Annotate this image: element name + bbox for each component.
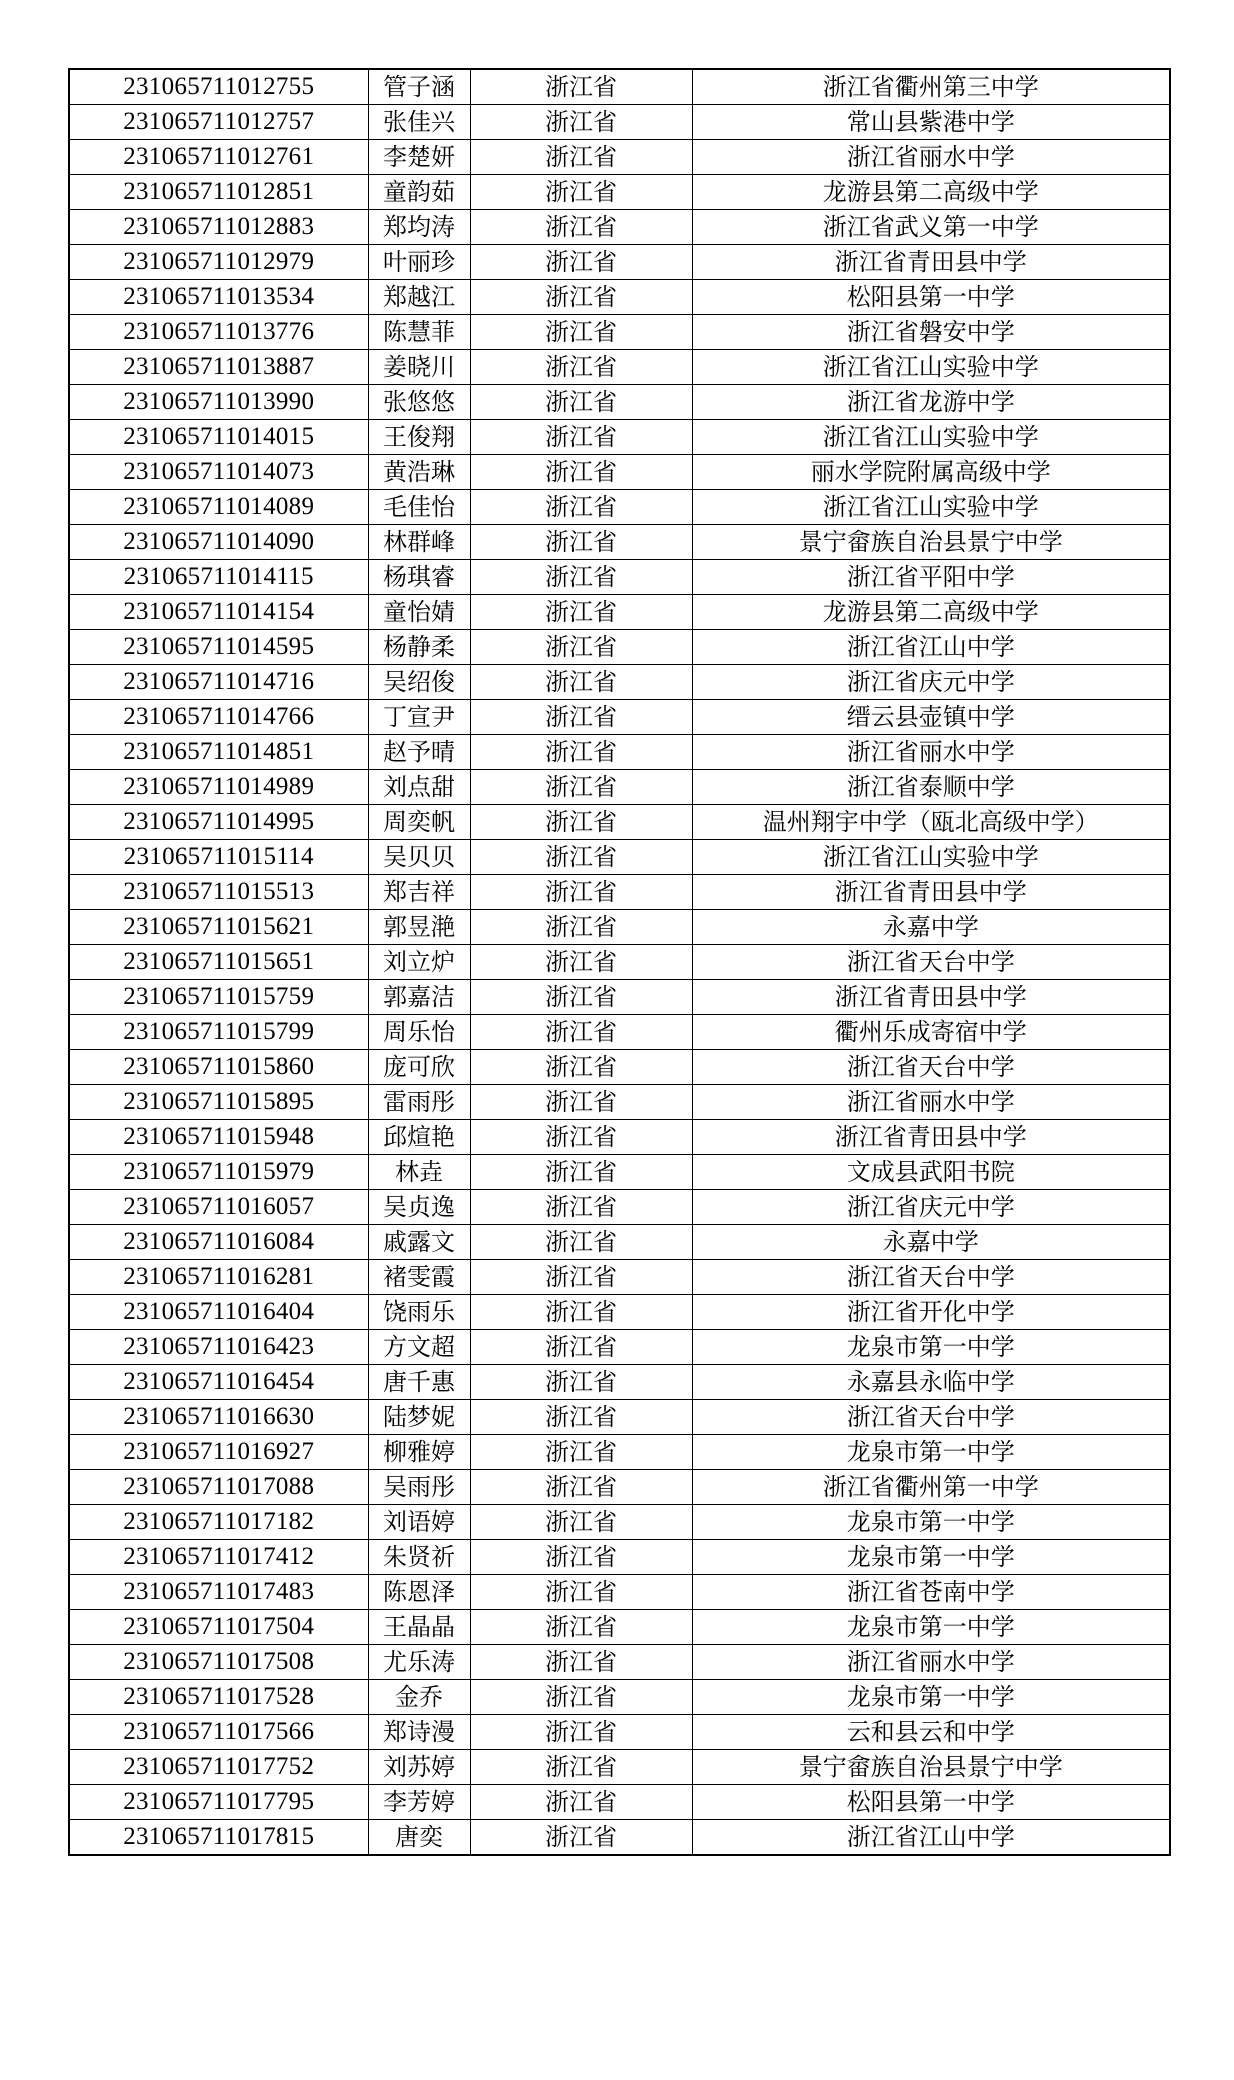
student-name-cell: 唐千惠 xyxy=(368,1365,470,1400)
school-cell: 永嘉中学 xyxy=(692,1225,1170,1260)
province-cell: 浙江省 xyxy=(470,350,692,385)
student-name-cell: 管子涵 xyxy=(368,69,470,105)
table-row xyxy=(69,1120,1170,1155)
table-row xyxy=(69,1225,1170,1260)
school-cell: 云和县云和中学 xyxy=(692,1715,1170,1750)
table-row xyxy=(69,1645,1170,1680)
school-cell: 浙江省江山中学 xyxy=(692,630,1170,665)
school-cell: 浙江省天台中学 xyxy=(692,1400,1170,1435)
candidate-id-cell: 231065711016423 xyxy=(69,1330,368,1365)
province-cell: 浙江省 xyxy=(470,1750,692,1785)
candidate-id-cell: 231065711014716 xyxy=(69,665,368,700)
province-cell: 浙江省 xyxy=(470,1365,692,1400)
candidate-id-cell: 231065711014089 xyxy=(69,490,368,525)
school-cell: 浙江省龙游中学 xyxy=(692,385,1170,420)
candidate-id-cell: 231065711017483 xyxy=(69,1575,368,1610)
school-cell: 景宁畲族自治县景宁中学 xyxy=(692,1750,1170,1785)
table-row xyxy=(69,490,1170,525)
school-cell: 景宁畲族自治县景宁中学 xyxy=(692,525,1170,560)
province-cell: 浙江省 xyxy=(470,560,692,595)
candidate-id-cell: 231065711012851 xyxy=(69,175,368,210)
candidate-id-cell: 231065711013776 xyxy=(69,315,368,350)
province-cell: 浙江省 xyxy=(470,525,692,560)
candidate-id-cell: 231065711015948 xyxy=(69,1120,368,1155)
student-name-cell: 吴雨彤 xyxy=(368,1470,470,1505)
school-cell: 浙江省江山中学 xyxy=(692,1820,1170,1856)
school-cell: 浙江省庆元中学 xyxy=(692,1190,1170,1225)
table-row xyxy=(69,1085,1170,1120)
table-row xyxy=(69,770,1170,805)
school-cell: 浙江省丽水中学 xyxy=(692,1645,1170,1680)
school-cell: 永嘉县永临中学 xyxy=(692,1365,1170,1400)
candidate-id-cell: 231065711014115 xyxy=(69,560,368,595)
candidate-id-cell: 231065711015114 xyxy=(69,840,368,875)
province-cell: 浙江省 xyxy=(470,455,692,490)
candidate-id-cell: 231065711013990 xyxy=(69,385,368,420)
school-cell: 浙江省青田县中学 xyxy=(692,245,1170,280)
table-row xyxy=(69,805,1170,840)
student-name-cell: 毛佳怡 xyxy=(368,490,470,525)
student-name-cell: 吴贞逸 xyxy=(368,1190,470,1225)
province-cell: 浙江省 xyxy=(470,1050,692,1085)
student-name-cell: 郑吉祥 xyxy=(368,875,470,910)
table-row xyxy=(69,105,1170,140)
candidate-id-cell: 231065711017088 xyxy=(69,1470,368,1505)
table-row xyxy=(69,69,1170,105)
province-cell: 浙江省 xyxy=(470,1190,692,1225)
province-cell: 浙江省 xyxy=(470,1155,692,1190)
province-cell: 浙江省 xyxy=(470,1435,692,1470)
table-row xyxy=(69,735,1170,770)
table-row xyxy=(69,980,1170,1015)
school-cell: 浙江省丽水中学 xyxy=(692,140,1170,175)
province-cell: 浙江省 xyxy=(470,1330,692,1365)
school-cell: 浙江省开化中学 xyxy=(692,1295,1170,1330)
table-row xyxy=(69,665,1170,700)
candidate-id-cell: 231065711012761 xyxy=(69,140,368,175)
school-cell: 浙江省衢州第一中学 xyxy=(692,1470,1170,1505)
candidate-id-cell: 231065711015979 xyxy=(69,1155,368,1190)
province-cell: 浙江省 xyxy=(470,245,692,280)
candidate-id-cell: 231065711017528 xyxy=(69,1680,368,1715)
student-name-cell: 王俊翔 xyxy=(368,420,470,455)
province-cell: 浙江省 xyxy=(470,1260,692,1295)
table-row xyxy=(69,1155,1170,1190)
school-cell: 浙江省天台中学 xyxy=(692,1260,1170,1295)
table-row xyxy=(69,1820,1170,1856)
candidate-id-cell: 231065711016057 xyxy=(69,1190,368,1225)
school-cell: 浙江省青田县中学 xyxy=(692,980,1170,1015)
table-body xyxy=(69,69,1170,1855)
table-row xyxy=(69,840,1170,875)
school-cell: 龙泉市第一中学 xyxy=(692,1330,1170,1365)
province-cell: 浙江省 xyxy=(470,1785,692,1820)
province-cell: 浙江省 xyxy=(470,1610,692,1645)
student-name-cell: 周奕帆 xyxy=(368,805,470,840)
school-cell: 浙江省平阳中学 xyxy=(692,560,1170,595)
student-name-cell: 叶丽珍 xyxy=(368,245,470,280)
candidate-id-cell: 231065711014090 xyxy=(69,525,368,560)
school-cell: 浙江省江山实验中学 xyxy=(692,420,1170,455)
table-row xyxy=(69,1400,1170,1435)
student-name-cell: 饶雨乐 xyxy=(368,1295,470,1330)
student-name-cell: 郭昱滟 xyxy=(368,910,470,945)
student-name-cell: 柳雅婷 xyxy=(368,1435,470,1470)
student-name-cell: 周乐怡 xyxy=(368,1015,470,1050)
table-row xyxy=(69,1505,1170,1540)
province-cell: 浙江省 xyxy=(470,69,692,105)
table-row xyxy=(69,385,1170,420)
student-name-cell: 尤乐涛 xyxy=(368,1645,470,1680)
candidate-id-cell: 231065711014154 xyxy=(69,595,368,630)
table-row xyxy=(69,315,1170,350)
school-cell: 浙江省江山实验中学 xyxy=(692,350,1170,385)
school-cell: 浙江省青田县中学 xyxy=(692,1120,1170,1155)
student-name-cell: 童怡婧 xyxy=(368,595,470,630)
student-name-cell: 朱贤祈 xyxy=(368,1540,470,1575)
table-row xyxy=(69,700,1170,735)
province-cell: 浙江省 xyxy=(470,805,692,840)
student-name-cell: 吴绍俊 xyxy=(368,665,470,700)
candidate-id-cell: 231065711017504 xyxy=(69,1610,368,1645)
candidate-id-cell: 231065711017752 xyxy=(69,1750,368,1785)
candidate-id-cell: 231065711015513 xyxy=(69,875,368,910)
school-cell: 浙江省衢州第三中学 xyxy=(692,69,1170,105)
table-row xyxy=(69,140,1170,175)
candidate-id-cell: 231065711017412 xyxy=(69,1540,368,1575)
province-cell: 浙江省 xyxy=(470,140,692,175)
province-cell: 浙江省 xyxy=(470,420,692,455)
candidate-id-cell: 231065711016084 xyxy=(69,1225,368,1260)
school-cell: 衢州乐成寄宿中学 xyxy=(692,1015,1170,1050)
candidate-id-cell: 231065711015651 xyxy=(69,945,368,980)
school-cell: 缙云县壶镇中学 xyxy=(692,700,1170,735)
province-cell: 浙江省 xyxy=(470,980,692,1015)
school-cell: 浙江省磐安中学 xyxy=(692,315,1170,350)
student-name-cell: 杨琪睿 xyxy=(368,560,470,595)
table-row xyxy=(69,1610,1170,1645)
student-name-cell: 陈恩泽 xyxy=(368,1575,470,1610)
table-row xyxy=(69,525,1170,560)
table-row xyxy=(69,420,1170,455)
school-cell: 浙江省丽水中学 xyxy=(692,1085,1170,1120)
school-cell: 龙泉市第一中学 xyxy=(692,1610,1170,1645)
student-name-cell: 李芳婷 xyxy=(368,1785,470,1820)
student-name-cell: 褚雯霞 xyxy=(368,1260,470,1295)
province-cell: 浙江省 xyxy=(470,490,692,525)
school-cell: 浙江省天台中学 xyxy=(692,1050,1170,1085)
province-cell: 浙江省 xyxy=(470,1505,692,1540)
student-name-cell: 金乔 xyxy=(368,1680,470,1715)
candidate-id-cell: 231065711016404 xyxy=(69,1295,368,1330)
student-name-cell: 姜晓川 xyxy=(368,350,470,385)
candidate-id-cell: 231065711012757 xyxy=(69,105,368,140)
table-row xyxy=(69,1575,1170,1610)
table-row xyxy=(69,455,1170,490)
candidate-id-cell: 231065711012883 xyxy=(69,210,368,245)
student-name-cell: 林垚 xyxy=(368,1155,470,1190)
province-cell: 浙江省 xyxy=(470,840,692,875)
table-row xyxy=(69,1715,1170,1750)
province-cell: 浙江省 xyxy=(470,1015,692,1050)
student-name-cell: 庞可欣 xyxy=(368,1050,470,1085)
school-cell: 龙泉市第一中学 xyxy=(692,1540,1170,1575)
school-cell: 浙江省青田县中学 xyxy=(692,875,1170,910)
province-cell: 浙江省 xyxy=(470,175,692,210)
province-cell: 浙江省 xyxy=(470,280,692,315)
province-cell: 浙江省 xyxy=(470,1470,692,1505)
province-cell: 浙江省 xyxy=(470,665,692,700)
province-cell: 浙江省 xyxy=(470,1540,692,1575)
student-name-cell: 戚露文 xyxy=(368,1225,470,1260)
candidate-id-cell: 231065711016281 xyxy=(69,1260,368,1295)
candidate-id-cell: 231065711014595 xyxy=(69,630,368,665)
student-name-cell: 张悠悠 xyxy=(368,385,470,420)
candidate-id-cell: 231065711017795 xyxy=(69,1785,368,1820)
school-cell: 松阳县第一中学 xyxy=(692,1785,1170,1820)
candidate-id-cell: 231065711015860 xyxy=(69,1050,368,1085)
candidate-id-cell: 231065711016454 xyxy=(69,1365,368,1400)
province-cell: 浙江省 xyxy=(470,1400,692,1435)
province-cell: 浙江省 xyxy=(470,875,692,910)
student-name-cell: 郑诗漫 xyxy=(368,1715,470,1750)
student-name-cell: 赵予晴 xyxy=(368,735,470,770)
province-cell: 浙江省 xyxy=(470,1225,692,1260)
table-row xyxy=(69,1785,1170,1820)
school-cell: 浙江省江山实验中学 xyxy=(692,840,1170,875)
table-row xyxy=(69,910,1170,945)
student-name-cell: 陈慧菲 xyxy=(368,315,470,350)
school-cell: 浙江省丽水中学 xyxy=(692,735,1170,770)
student-name-cell: 丁宣尹 xyxy=(368,700,470,735)
student-name-cell: 张佳兴 xyxy=(368,105,470,140)
candidate-id-cell: 231065711014995 xyxy=(69,805,368,840)
school-cell: 浙江省庆元中学 xyxy=(692,665,1170,700)
table-row xyxy=(69,595,1170,630)
student-name-cell: 郭嘉洁 xyxy=(368,980,470,1015)
province-cell: 浙江省 xyxy=(470,1680,692,1715)
table-row xyxy=(69,1015,1170,1050)
table-row xyxy=(69,210,1170,245)
candidate-id-cell: 231065711012755 xyxy=(69,69,368,105)
school-cell: 龙泉市第一中学 xyxy=(692,1505,1170,1540)
student-name-cell: 唐奕 xyxy=(368,1820,470,1856)
student-name-cell: 雷雨彤 xyxy=(368,1085,470,1120)
candidate-id-cell: 231065711017182 xyxy=(69,1505,368,1540)
province-cell: 浙江省 xyxy=(470,1120,692,1155)
candidate-id-cell: 231065711016630 xyxy=(69,1400,368,1435)
admission-table xyxy=(68,68,1171,1856)
table-row xyxy=(69,1470,1170,1505)
candidate-id-cell: 231065711014015 xyxy=(69,420,368,455)
province-cell: 浙江省 xyxy=(470,630,692,665)
candidate-id-cell: 231065711015799 xyxy=(69,1015,368,1050)
province-cell: 浙江省 xyxy=(470,735,692,770)
candidate-id-cell: 231065711015759 xyxy=(69,980,368,1015)
candidate-id-cell: 231065711017815 xyxy=(69,1820,368,1856)
student-name-cell: 刘语婷 xyxy=(368,1505,470,1540)
student-name-cell: 李楚妍 xyxy=(368,140,470,175)
candidate-id-cell: 231065711013887 xyxy=(69,350,368,385)
school-cell: 常山县紫港中学 xyxy=(692,105,1170,140)
table-row xyxy=(69,1050,1170,1085)
table-row xyxy=(69,1190,1170,1225)
province-cell: 浙江省 xyxy=(470,385,692,420)
student-name-cell: 刘立炉 xyxy=(368,945,470,980)
school-cell: 永嘉中学 xyxy=(692,910,1170,945)
student-name-cell: 方文超 xyxy=(368,1330,470,1365)
province-cell: 浙江省 xyxy=(470,210,692,245)
student-name-cell: 黄浩琳 xyxy=(368,455,470,490)
candidate-id-cell: 231065711012979 xyxy=(69,245,368,280)
student-name-cell: 刘点甜 xyxy=(368,770,470,805)
student-name-cell: 杨静柔 xyxy=(368,630,470,665)
table-row xyxy=(69,875,1170,910)
school-cell: 浙江省天台中学 xyxy=(692,945,1170,980)
province-cell: 浙江省 xyxy=(470,595,692,630)
school-cell: 龙游县第二高级中学 xyxy=(692,175,1170,210)
student-name-cell: 刘苏婷 xyxy=(368,1750,470,1785)
province-cell: 浙江省 xyxy=(470,1575,692,1610)
table-row xyxy=(69,560,1170,595)
student-name-cell: 王晶晶 xyxy=(368,1610,470,1645)
school-cell: 文成县武阳书院 xyxy=(692,1155,1170,1190)
candidate-id-cell: 231065711015621 xyxy=(69,910,368,945)
table-row xyxy=(69,175,1170,210)
province-cell: 浙江省 xyxy=(470,910,692,945)
school-cell: 龙泉市第一中学 xyxy=(692,1435,1170,1470)
candidate-id-cell: 231065711017508 xyxy=(69,1645,368,1680)
candidate-id-cell: 231065711017566 xyxy=(69,1715,368,1750)
table-row xyxy=(69,1750,1170,1785)
school-cell: 龙游县第二高级中学 xyxy=(692,595,1170,630)
candidate-id-cell: 231065711014073 xyxy=(69,455,368,490)
table-row xyxy=(69,1365,1170,1400)
candidate-id-cell: 231065711016927 xyxy=(69,1435,368,1470)
province-cell: 浙江省 xyxy=(470,1295,692,1330)
table-row xyxy=(69,1680,1170,1715)
province-cell: 浙江省 xyxy=(470,700,692,735)
candidate-id-cell: 231065711015895 xyxy=(69,1085,368,1120)
table-row xyxy=(69,1295,1170,1330)
school-cell: 浙江省苍南中学 xyxy=(692,1575,1170,1610)
province-cell: 浙江省 xyxy=(470,1820,692,1856)
school-cell: 龙泉市第一中学 xyxy=(692,1680,1170,1715)
table-row xyxy=(69,1435,1170,1470)
province-cell: 浙江省 xyxy=(470,315,692,350)
school-cell: 浙江省武义第一中学 xyxy=(692,210,1170,245)
student-name-cell: 邱煊艳 xyxy=(368,1120,470,1155)
candidate-id-cell: 231065711013534 xyxy=(69,280,368,315)
table-row xyxy=(69,280,1170,315)
table-row xyxy=(69,1330,1170,1365)
table-row xyxy=(69,1540,1170,1575)
province-cell: 浙江省 xyxy=(470,1715,692,1750)
province-cell: 浙江省 xyxy=(470,770,692,805)
school-cell: 浙江省泰顺中学 xyxy=(692,770,1170,805)
school-cell: 浙江省江山实验中学 xyxy=(692,490,1170,525)
candidate-id-cell: 231065711014989 xyxy=(69,770,368,805)
candidate-id-cell: 231065711014851 xyxy=(69,735,368,770)
school-cell: 丽水学院附属高级中学 xyxy=(692,455,1170,490)
school-cell: 松阳县第一中学 xyxy=(692,280,1170,315)
candidate-id-cell: 231065711014766 xyxy=(69,700,368,735)
student-name-cell: 郑均涛 xyxy=(368,210,470,245)
student-name-cell: 郑越江 xyxy=(368,280,470,315)
table-row xyxy=(69,945,1170,980)
student-name-cell: 陆梦妮 xyxy=(368,1400,470,1435)
school-cell: 温州翔宇中学（瓯北高级中学） xyxy=(692,805,1170,840)
student-name-cell: 林群峰 xyxy=(368,525,470,560)
province-cell: 浙江省 xyxy=(470,105,692,140)
province-cell: 浙江省 xyxy=(470,945,692,980)
table-row xyxy=(69,1260,1170,1295)
table-row xyxy=(69,245,1170,280)
table-row xyxy=(69,630,1170,665)
province-cell: 浙江省 xyxy=(470,1645,692,1680)
student-name-cell: 童韵茹 xyxy=(368,175,470,210)
table-row xyxy=(69,350,1170,385)
student-name-cell: 吴贝贝 xyxy=(368,840,470,875)
province-cell: 浙江省 xyxy=(470,1085,692,1120)
